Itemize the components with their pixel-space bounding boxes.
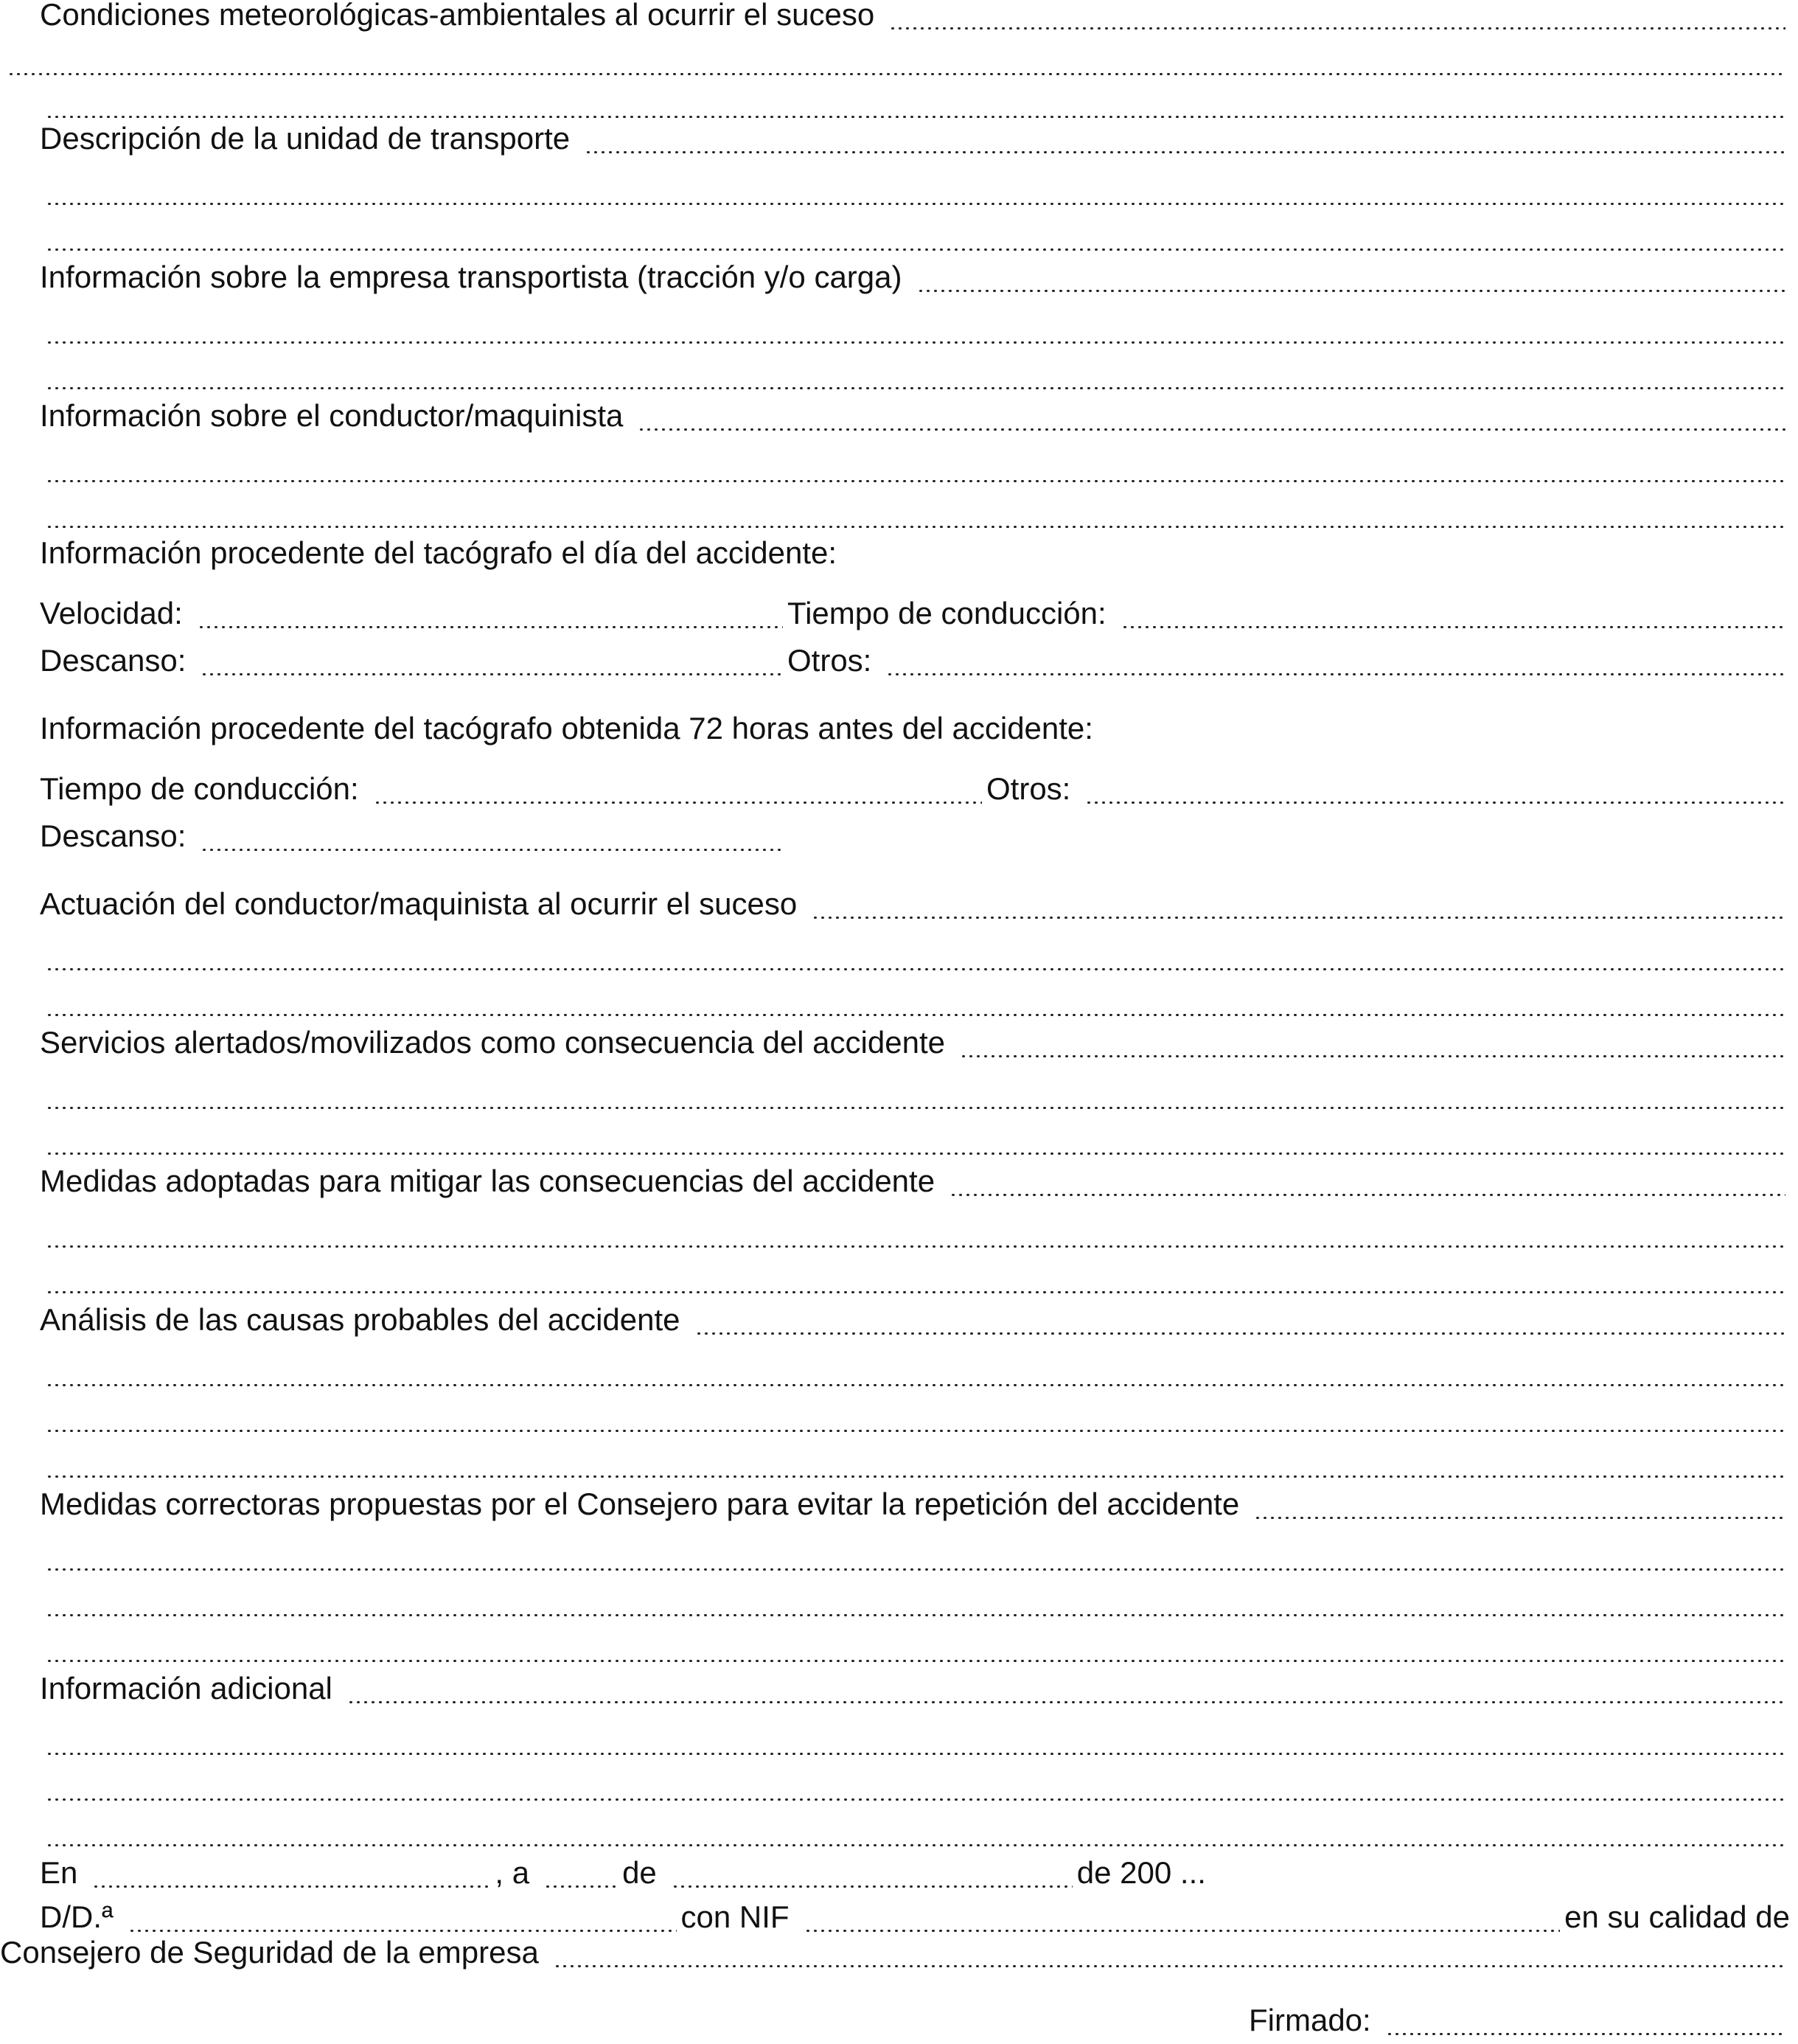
dotted-fill-line (46, 1753, 1785, 1755)
company-line[interactable] (0, 1930, 1790, 1976)
field-descanso[interactable] (40, 639, 787, 684)
dotted-fill-line (46, 480, 1785, 482)
dotted-fill-line (201, 849, 783, 851)
dotted-answer-line[interactable] (46, 491, 1790, 537)
signed-label: Firmado: (1249, 2003, 1371, 2037)
field-label: Información adicional (40, 1671, 332, 1706)
dotted-answer-line[interactable] (7, 38, 1790, 84)
dotted-fill-line (46, 1614, 1785, 1616)
field-descanso-72h[interactable] (40, 814, 787, 860)
field-label: Medidas adoptadas para mitigar las consecuencias del accidente (40, 1164, 935, 1198)
day-label: , a (495, 1855, 530, 1890)
dotted-answer-line[interactable] (46, 1349, 1790, 1395)
field-label: Descanso: (40, 643, 187, 678)
signed-line[interactable] (1249, 1998, 1790, 2044)
place-date-line[interactable] (40, 1851, 1293, 1897)
dotted-fill-line (917, 290, 1786, 292)
dotted-fill-line (960, 1055, 1785, 1057)
dotted-fill-line (46, 387, 1785, 389)
dotted-fill-line (46, 1844, 1785, 1846)
field-label: Velocidad: (40, 596, 183, 630)
field-conductor[interactable] (40, 394, 1790, 439)
field-label: Otros: (787, 643, 872, 678)
dotted-answer-line[interactable] (46, 1810, 1790, 1855)
dotted-fill-line (46, 1107, 1785, 1109)
field-tiempo-conduccion-72h[interactable] (40, 767, 986, 813)
calidad-label: en su calidad de (1564, 1899, 1790, 1934)
dotted-fill-line (46, 1475, 1785, 1478)
year-label: de 200 ... (1076, 1855, 1206, 1890)
field-label: Medidas correctoras propuestas por el Consejero para evitar la repetición del accidente (40, 1487, 1240, 1521)
dotted-fill-line (1254, 1517, 1785, 1519)
nif-label: con NIF (680, 1899, 790, 1934)
field-informacion-adicional[interactable] (40, 1666, 1790, 1712)
dotted-fill-line (201, 673, 783, 675)
dotted-answer-line[interactable] (46, 1256, 1790, 1302)
place-label: En (40, 1855, 78, 1890)
dotted-fill-line (1121, 626, 1785, 628)
field-velocidad[interactable] (40, 591, 787, 637)
dotted-answer-line[interactable] (46, 352, 1790, 398)
section-heading: Información procedente del tacógrafo obtenida 72 horas antes del accidente: (40, 711, 1093, 745)
dotted-answer-line[interactable] (46, 1072, 1790, 1118)
dotted-fill-line (7, 73, 1785, 75)
field-label: Información sobre la empresa transportista (tracción y/o carga) (40, 260, 902, 294)
field-label: Condiciones meteorológicas-ambientales al ocurrir el suceso (40, 0, 875, 32)
place-fill[interactable] (92, 1885, 490, 1888)
dotted-fill-line (585, 151, 1785, 153)
dotted-fill-line (46, 248, 1785, 251)
field-label: Servicios alertados/movilizados como consecuencia del accidente (40, 1025, 945, 1060)
dotted-answer-line[interactable] (46, 1441, 1790, 1487)
dotted-answer-line[interactable] (46, 168, 1790, 214)
dotted-answer-line[interactable] (46, 1118, 1790, 1164)
dotted-fill-line (46, 1014, 1785, 1016)
dotted-answer-line[interactable] (46, 1718, 1790, 1764)
dotted-fill-line (695, 1332, 1785, 1335)
dotted-fill-line (886, 673, 1785, 675)
dotted-fill-line (46, 1153, 1785, 1155)
dotted-fill-line (46, 526, 1785, 528)
section-heading-tacografo-72h (40, 706, 1790, 752)
dotted-fill-line (198, 626, 783, 628)
dotted-fill-line (46, 1660, 1785, 1662)
dotted-fill-line (46, 341, 1785, 344)
company-label: Consejero de Seguridad de la empresa (0, 1935, 539, 1970)
field-descripcion-unidad[interactable] (40, 117, 1790, 162)
company-fill[interactable] (554, 1965, 1785, 1967)
dotted-fill-line (46, 1384, 1785, 1386)
field-condiciones-meteorologicas[interactable] (40, 0, 1790, 38)
field-actuacion-conductor[interactable] (40, 882, 1790, 928)
field-label: Tiempo de conducción: (40, 771, 359, 806)
dotted-fill-line (374, 802, 982, 804)
field-label: Análisis de las causas probables del accidente (40, 1302, 680, 1337)
section-heading: Información procedente del tacógrafo el día del accidente: (40, 535, 837, 570)
dotted-answer-line[interactable] (46, 1534, 1790, 1579)
dotted-fill-line (46, 968, 1785, 970)
month-label: de (622, 1855, 657, 1890)
field-label: Descanso: (40, 818, 187, 853)
dotted-fill-line (949, 1194, 1785, 1196)
field-label: Información sobre el conductor/maquinista (40, 398, 624, 433)
field-otros[interactable] (787, 639, 1790, 684)
dotted-fill-line (46, 1291, 1785, 1293)
dotted-answer-line[interactable] (46, 934, 1790, 979)
dotted-fill-line (46, 1568, 1785, 1571)
section-heading-tacografo-dia (40, 531, 1790, 577)
month-fill[interactable] (672, 1885, 1073, 1888)
dotted-fill-line (1085, 802, 1785, 804)
dotted-fill-line (638, 428, 1785, 431)
field-label: Descripción de la unidad de transporte (40, 121, 571, 156)
dotted-fill-line (46, 1798, 1785, 1801)
dotted-answer-line[interactable] (46, 979, 1790, 1025)
dotted-fill-line (46, 1245, 1785, 1248)
dotted-answer-line[interactable] (46, 1211, 1790, 1256)
field-tiempo-conduccion[interactable] (787, 591, 1790, 637)
field-label: Tiempo de conducción: (787, 596, 1107, 630)
dotted-answer-line[interactable] (46, 1395, 1790, 1441)
dotted-fill-line (46, 1430, 1785, 1432)
dotted-fill-line (46, 203, 1785, 205)
dotted-answer-line[interactable] (46, 214, 1790, 260)
field-label: Otros: (986, 771, 1071, 806)
declarant-label: D/D.ª (40, 1899, 114, 1934)
dotted-answer-line[interactable] (46, 1625, 1790, 1671)
dotted-answer-line[interactable] (46, 1764, 1790, 1810)
field-servicios-alertados[interactable] (40, 1021, 1790, 1066)
dotted-answer-line[interactable] (46, 445, 1790, 491)
field-otros-72h[interactable] (986, 767, 1790, 813)
dotted-fill-line (812, 917, 1785, 919)
dotted-fill-line (347, 1701, 1785, 1703)
dotted-fill-line (889, 27, 1785, 29)
field-medidas-mitigar[interactable] (40, 1159, 1790, 1205)
dotted-answer-line[interactable] (46, 307, 1790, 352)
field-empresa-transportista[interactable] (40, 255, 1790, 301)
day-fill[interactable] (544, 1885, 618, 1888)
field-medidas-correctoras[interactable] (40, 1482, 1790, 1528)
field-analisis-causas[interactable] (40, 1298, 1790, 1343)
field-label: Actuación del conductor/maquinista al ocurrir el suceso (40, 886, 798, 921)
dotted-answer-line[interactable] (46, 1579, 1790, 1625)
